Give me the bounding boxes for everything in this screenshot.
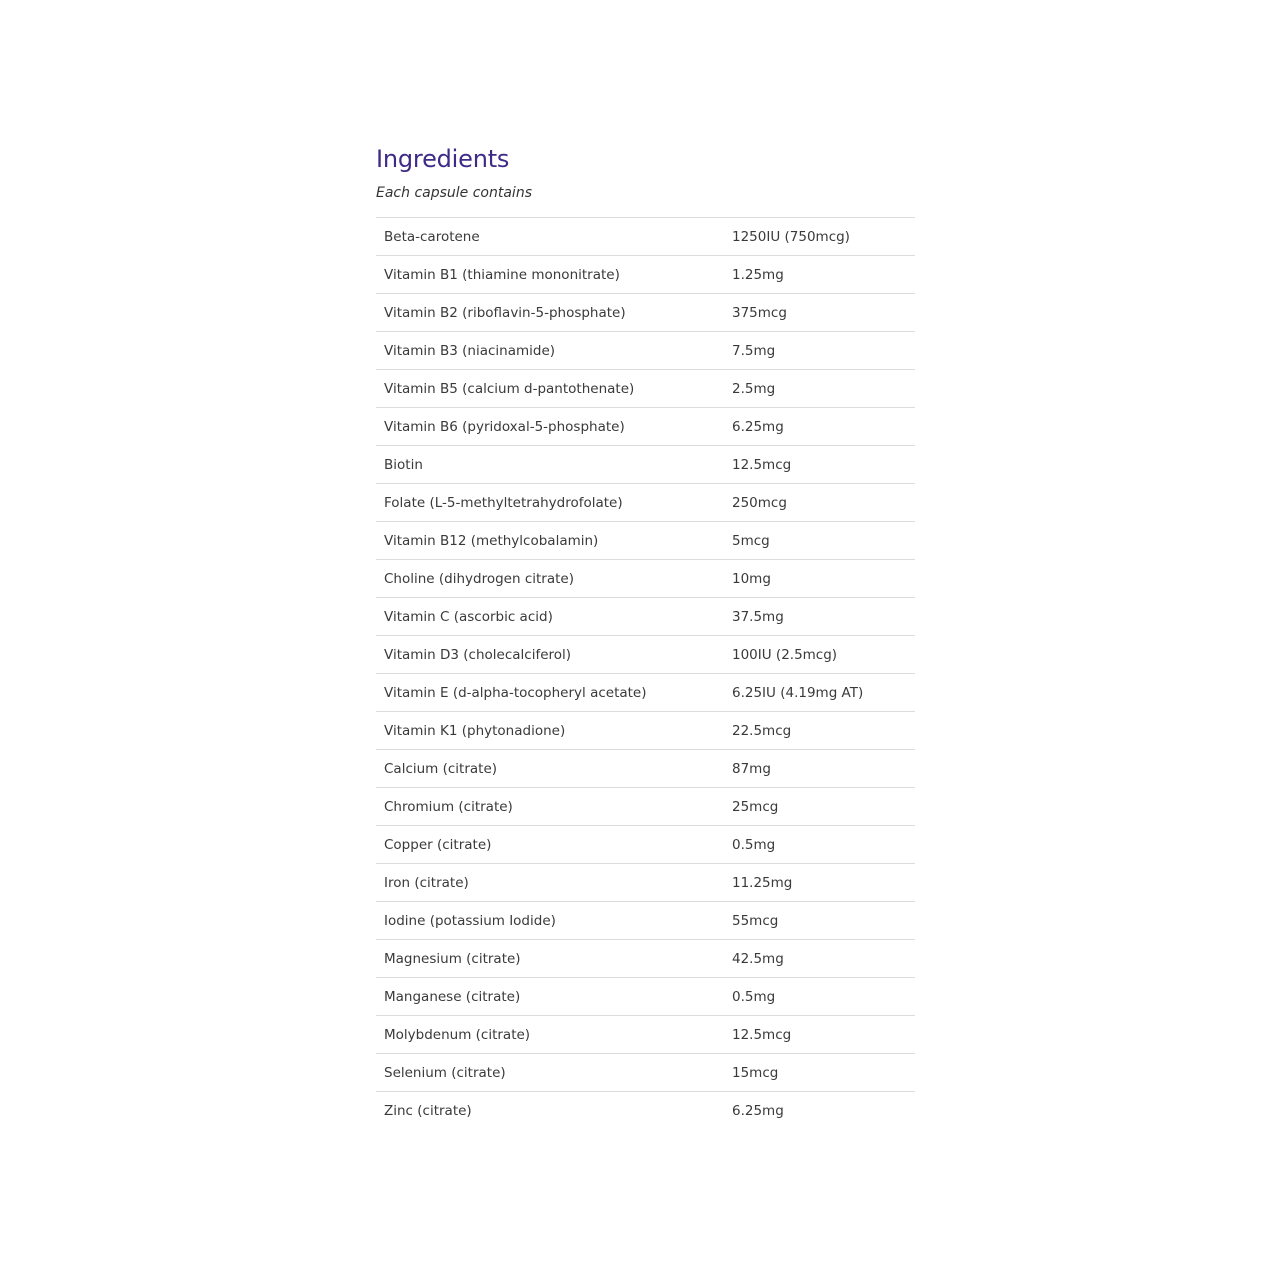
- table-row: [376, 940, 915, 978]
- ingredient-name: Vitamin E (d-alpha-tocopheryl acetate): [384, 684, 647, 701]
- ingredient-amount: 87mg: [732, 760, 771, 777]
- ingredient-name: Beta-carotene: [384, 228, 480, 245]
- ingredient-name: Vitamin D3 (cholecalciferol): [384, 646, 572, 663]
- ingredient-name: Vitamin K1 (phytonadione): [384, 722, 566, 739]
- ingredient-amount: 0.5mg: [732, 988, 776, 1005]
- ingredient-amount: 5mcg: [732, 532, 770, 549]
- ingredient-amount: 15mcg: [732, 1064, 779, 1081]
- table-row: [376, 750, 915, 788]
- table-row: [376, 826, 915, 864]
- ingredient-amount: 25mcg: [732, 798, 779, 815]
- table-row: [376, 636, 915, 674]
- ingredients-table-body: [376, 218, 915, 1130]
- ingredient-amount: 11.25mg: [732, 874, 793, 891]
- table-row: [376, 674, 915, 712]
- ingredient-amount: 100IU (2.5mcg): [732, 646, 838, 663]
- table-row: [376, 788, 915, 826]
- ingredient-amount: 12.5mcg: [732, 456, 792, 473]
- table-row: [376, 1092, 915, 1130]
- ingredient-amount: 22.5mcg: [732, 722, 792, 739]
- ingredient-name: Folate (L-5-methyltetrahydrofolate): [384, 494, 623, 511]
- ingredients-table: [376, 217, 915, 1129]
- table-row: [376, 408, 915, 446]
- ingredient-name: Vitamin B5 (calcium d-pantothenate): [384, 380, 635, 397]
- table-row: [376, 484, 915, 522]
- ingredients-panel: [376, 143, 907, 1129]
- table-row: [376, 446, 915, 484]
- table-row: [376, 598, 915, 636]
- ingredient-amount: 6.25mg: [732, 418, 784, 435]
- ingredient-name: Magnesium (citrate): [384, 950, 521, 967]
- ingredient-amount: 250mcg: [732, 494, 787, 511]
- table-row: [376, 978, 915, 1016]
- table-row: [376, 294, 915, 332]
- table-row: [376, 218, 915, 256]
- ingredient-amount: 10mg: [732, 570, 771, 587]
- ingredient-name: Vitamin B12 (methylcobalamin): [384, 532, 599, 549]
- ingredient-name: Chromium (citrate): [384, 798, 513, 815]
- ingredients-title: Ingredients: [376, 145, 510, 173]
- ingredient-name: Iodine (potassium Iodide): [384, 912, 556, 929]
- table-row: [376, 522, 915, 560]
- ingredient-name: Copper (citrate): [384, 836, 492, 853]
- ingredient-amount: 1.25mg: [732, 266, 784, 283]
- ingredient-amount: 375mcg: [732, 304, 787, 321]
- ingredient-amount: 6.25IU (4.19mg AT): [732, 684, 864, 701]
- table-row: [376, 256, 915, 294]
- ingredient-amount: 42.5mg: [732, 950, 784, 967]
- ingredients-subtitle: Each capsule contains: [376, 185, 532, 201]
- ingredient-name: Vitamin B3 (niacinamide): [384, 342, 556, 359]
- ingredient-name: Vitamin C (ascorbic acid): [384, 608, 553, 625]
- ingredient-name: Zinc (citrate): [384, 1102, 472, 1119]
- ingredient-name: Calcium (citrate): [384, 760, 498, 777]
- ingredient-amount: 0.5mg: [732, 836, 776, 853]
- table-row: [376, 332, 915, 370]
- ingredient-name: Choline (dihydrogen citrate): [384, 570, 574, 587]
- table-row: [376, 712, 915, 750]
- table-row: [376, 560, 915, 598]
- ingredient-name: Vitamin B2 (riboflavin-5-phosphate): [384, 304, 626, 321]
- ingredient-amount: 2.5mg: [732, 380, 776, 397]
- table-row: [376, 1054, 915, 1092]
- table-row: [376, 370, 915, 408]
- ingredient-name: Manganese (citrate): [384, 988, 521, 1005]
- ingredient-amount: 6.25mg: [732, 1102, 784, 1119]
- ingredient-amount: 55mcg: [732, 912, 779, 929]
- ingredient-amount: 1250IU (750mcg): [732, 228, 850, 245]
- ingredient-amount: 37.5mg: [732, 608, 784, 625]
- ingredient-name: Vitamin B1 (thiamine mononitrate): [384, 266, 620, 283]
- table-row: [376, 902, 915, 940]
- ingredient-amount: 7.5mg: [732, 342, 776, 359]
- ingredient-name: Iron (citrate): [384, 874, 469, 891]
- ingredient-name: Vitamin B6 (pyridoxal-5-phosphate): [384, 418, 625, 435]
- ingredient-name: Molybdenum (citrate): [384, 1026, 531, 1043]
- ingredient-amount: 12.5mcg: [732, 1026, 792, 1043]
- ingredient-name: Biotin: [384, 456, 423, 473]
- table-row: [376, 1016, 915, 1054]
- table-row: [376, 864, 915, 902]
- ingredient-name: Selenium (citrate): [384, 1064, 506, 1081]
